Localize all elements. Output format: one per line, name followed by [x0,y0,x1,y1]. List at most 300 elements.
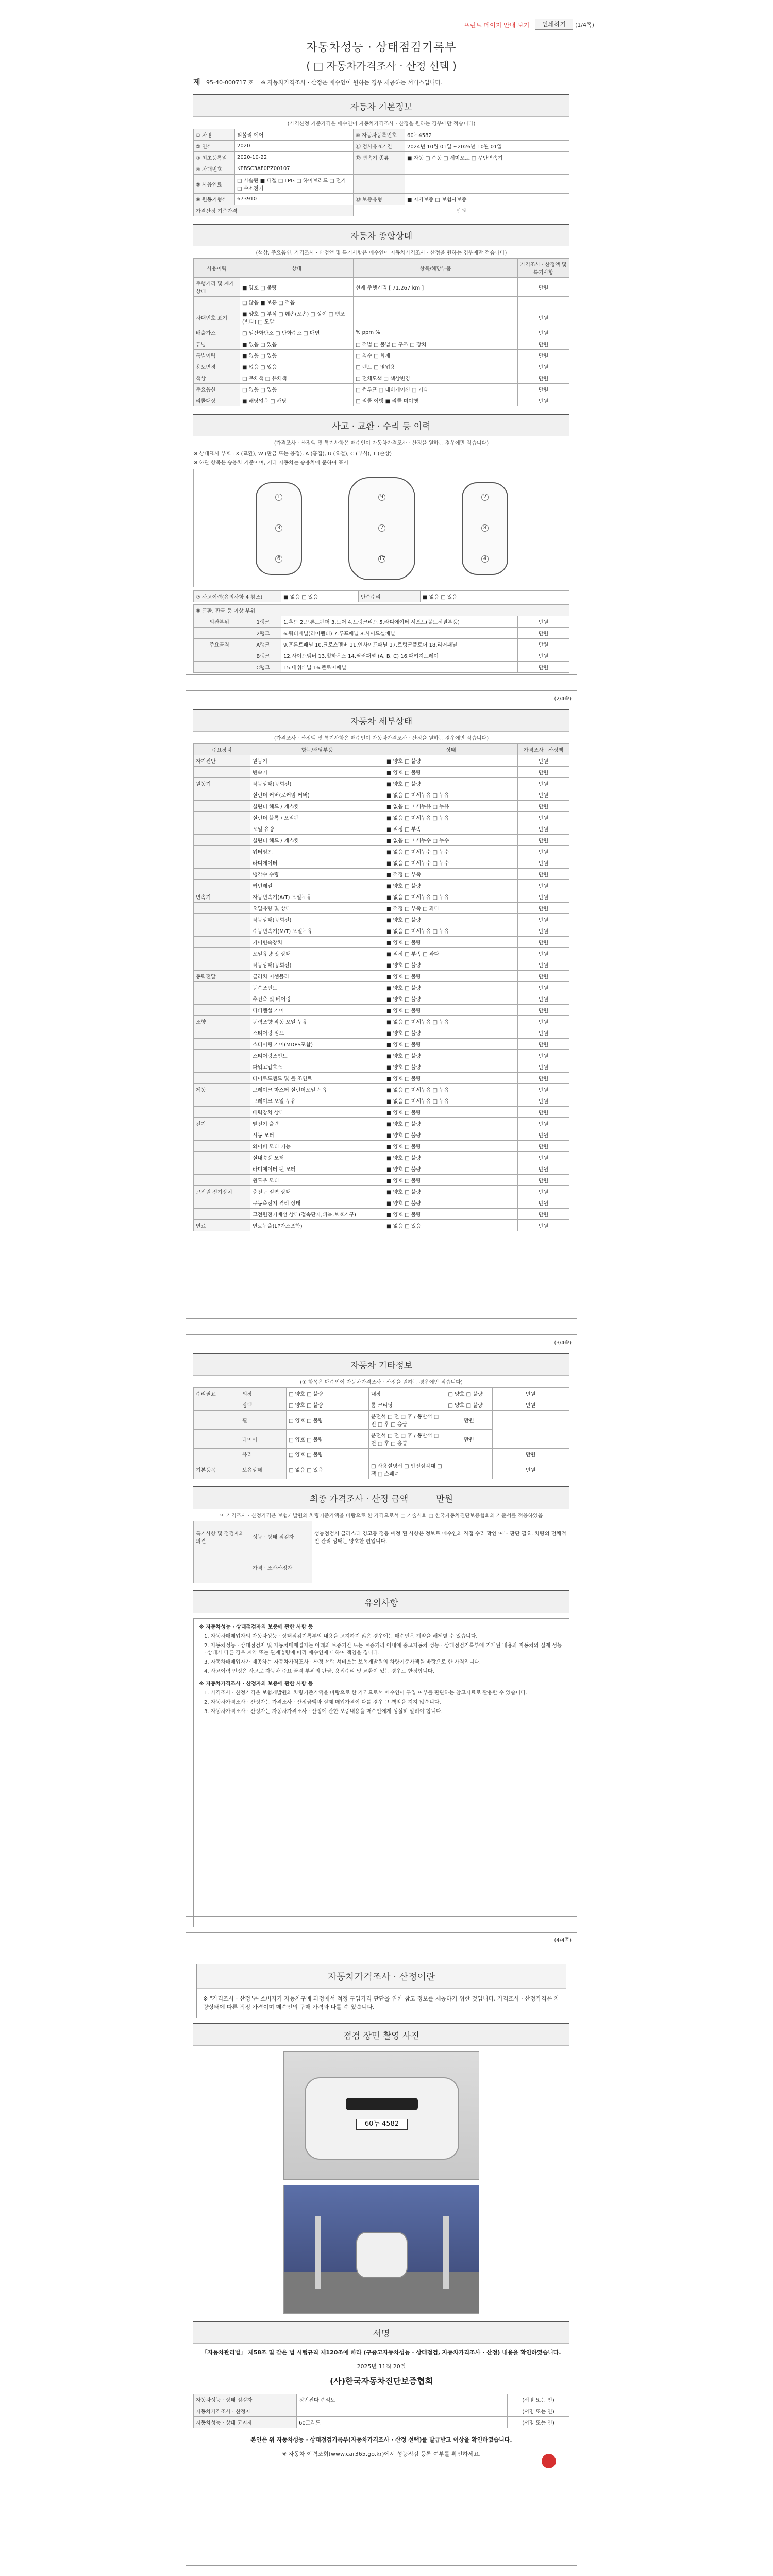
overall-status-cell [354,308,518,327]
detail-status-cell: 오일유량 및 상태 [250,948,384,959]
detail-status-row [194,1039,569,1050]
rank-cell [194,628,245,639]
other-info-cell: 운전석 □ 전 □ 후 / 동반석 □ 전 □ 후 □ 응급 [369,1430,446,1449]
rank-cell: B랭크 [245,650,281,662]
other-info-cell: □ 양호 □ 불량 [446,1399,492,1411]
overall-status-cell: □ 무채색 □ 유채색 [240,372,354,384]
detail-price-unit: 만원 [518,1163,569,1175]
accident-label: ⑦ 사고이력(유의사항 4 참조) [194,591,281,602]
issuer-company-name: (사)한국자동차진단보증협회 [329,2376,433,2386]
other-price-unit: 만원 [446,1430,492,1449]
detail-status-cell: 작동상태(공회전) [250,778,384,789]
detail-price-unit: 만원 [518,789,569,801]
detail-status-cell: 커먼레일 [250,880,384,891]
basic-info-cell [405,163,569,175]
detail-status-row [194,1186,569,1197]
notice-title-1: ※ 자동차성능 · 상태점검자의 보증에 관한 사항 등 [199,1624,313,1630]
footer-notice: ※ 자동차 이력조회(www.car365.go.kr)에서 성능점검 등록 여부를 확인하세요. [282,2451,481,2458]
other-info-cell [194,1430,240,1449]
rank-row [194,639,569,650]
doc-no: 95-40-000717 [206,79,246,86]
basic-info-cell: ⑬ 보증유형 [354,194,405,205]
overall-status-cell: 리콜대상 [194,395,240,406]
overall-status-cell: 주요옵션 [194,384,240,395]
other-info-row [194,1430,569,1449]
detail-status-cell: 오일유량 및 상태 [250,903,384,914]
basic-info-cell: 2024년 10월 01일 ~2026년 10월 01일 [405,141,569,152]
detail-status-row [194,767,569,778]
other-info-cell: □ 양호 □ 불량 [287,1430,369,1449]
overall-status-cell [194,297,240,308]
detail-status-cell [194,1163,250,1175]
detail-status-cell: 조향 [194,1016,250,1027]
detail-price-unit: 만원 [518,778,569,789]
detail-status-row [194,1061,569,1073]
overall-status-cell: 특별이력 [194,350,240,361]
lift-post-left [315,2216,321,2289]
overall-status-row [194,372,569,384]
overall-status-cell: 만원 [518,361,569,372]
signature-row [194,2394,569,2405]
basic-info-row [194,163,569,175]
detail-status-cell: ■ 양호 □ 불량 [384,1050,518,1061]
rank-row [194,650,569,662]
rank-row [194,616,569,628]
detail-status-cell: ■ 양호 □ 불량 [384,971,518,982]
detail-status-row [194,880,569,891]
detail-status-cell: 실린더 헤드 / 개스킷 [250,801,384,812]
detail-price-unit: 만원 [518,914,569,925]
detail-price-unit: 만원 [518,891,569,903]
print-notice-link[interactable]: 프린트 페이지 안내 보기 [464,22,530,29]
detail-status-cell [194,1073,250,1084]
notice-item: 4. 사고이력 인정은 사고로 자동차 주요 골격 부위의 판금, 용접수리 및 교환이 있는 경우로 한정합니다. [204,1669,434,1674]
detail-price-unit: 만원 [518,767,569,778]
detail-status-row [194,903,569,914]
notice-item: 3. 자동차매매업자가 제공하는 자동차가격조사 · 산정 선택 서비스는 보험개발원의 차량기준가액을 바탕으로 한 가격입니다. [204,1659,481,1665]
signature-cell: 자동차가격조사 · 산정자 [194,2405,297,2417]
rank-price-unit: 만원 [517,650,569,662]
overall-col-2: 항목/해당부품 [354,259,518,278]
detail-status-row [194,914,569,925]
detail-status-cell [194,903,250,914]
official-seal-stamp [542,2454,556,2468]
detail-col-2: 상태 [384,744,518,755]
detail-status-row [194,801,569,812]
basic-info-row [194,175,569,194]
overall-status-cell: 만원 [518,395,569,406]
detail-status-row [194,1129,569,1141]
detail-status-cell: 냉각수 수량 [250,869,384,880]
document-title: 자동차성능 · 상태점검기록부 [306,41,457,54]
detail-price-unit: 만원 [518,1050,569,1061]
detail-status-cell: 윈도우 모터 [250,1175,384,1186]
signature-cell: (서명 또는 인) [508,2394,569,2405]
overall-status-cell: ■ 없음 □ 있음 [240,350,354,361]
basic-info-cell: ■ 자동 □ 수동 □ 세미오토 □ 무단변속기 [405,152,569,163]
inspector-cell: 성능 · 상태 점검자 [250,1521,312,1552]
rank-cell: 외판부위 [194,616,245,628]
detail-status-row [194,1073,569,1084]
car-outline-right: 2 8 4 [462,482,508,575]
detail-status-row [194,1005,569,1016]
detail-status-cell: ■ 양호 □ 불량 [384,1107,518,1118]
detail-status-cell [194,925,250,937]
detail-col-0: 주요장치 [194,744,250,755]
other-info-cell: 보유상태 [240,1460,287,1479]
page-2-indicator: (2/4쪽) [554,696,572,702]
overall-status-cell: 만원 [518,308,569,327]
detail-price-unit: 만원 [518,1220,569,1231]
other-info-cell [369,1449,446,1460]
detail-status-cell: 기어변속장치 [250,937,384,948]
detail-status-cell: ■ 양호 □ 불량 [384,1152,518,1163]
detail-status-row [194,937,569,948]
rank-cell: A랭크 [245,639,281,650]
inspector-cell [312,1552,569,1583]
detail-status-row [194,1095,569,1107]
basic-info-cell [354,175,405,194]
rank-price-unit: 만원 [517,662,569,673]
detail-status-cell [194,767,250,778]
overall-status-cell: □ 침수 □ 화재 [354,350,518,361]
detail-status-row [194,835,569,846]
detail-status-row [194,789,569,801]
detail-status-cell: ■ 양호 □ 불량 [384,1118,518,1129]
notice-item: 2. 자동차성능 · 상태점검자 및 자동차매매업자는 아래의 보증기간 또는 보증거리 이내에 중고자동차 성능 · 상태점검기록부에 기재된 내용과 자동차의 실제 성능 · 상태가 다른 경우 계약 또는 관계법령에 따라 매수인에 대하여 책임을 집니다. [204,1643,562,1656]
notice-item: 1. 자동차매매업자의 자동차성능 · 상태점검기록부의 내용을 고지하지 않은 경우에는 매수인은 계약을 해제할 수 있습니다. [204,1634,478,1639]
notice-list-1 [199,1633,564,1675]
detail-status-cell: ■ 양호 □ 불량 [384,959,518,971]
detail-status-cell: 발전기 출력 [250,1118,384,1129]
signature-date: 2025년 11월 20일 [357,2363,406,2370]
overall-status-cell [518,297,569,308]
other-info-cell [446,1449,492,1460]
inspector-cell: 성능점검시 클러스터 경고등 점등 예정 된 사항은 정보로 매수인의 직접 수리 확인 여부 판단 필요. 차량의 전체적인 관리 상태는 양호한 편입니다. [312,1521,569,1552]
other-info-cell [194,1411,240,1430]
detail-price-unit: 만원 [518,1152,569,1163]
overall-status-note: (색상, 주요옵션, 가격조사 · 산정액 및 특기사항은 매수인이 자동차가격조사 · 산정을 원하는 경우에만 적습니다) [256,250,507,256]
detail-status-cell: 타이로드엔드 및 볼 조인트 [250,1073,384,1084]
overall-status-cell: ■ 없음 □ 있음 [240,361,354,372]
doc-note: ※ 자동차가격조사 · 산정은 매수인이 원하는 경우 제공하는 서비스입니다. [261,79,443,86]
notice-item: 3. 자동차가격조사 · 산정자는 자동차가격조사 · 산정에 관한 보증내용을 매수인에게 성실히 알려야 합니다. [204,1709,443,1715]
detail-status-cell: 실린더 커버(로커암 커버) [250,789,384,801]
detail-status-cell [194,948,250,959]
detail-price-unit: 만원 [518,971,569,982]
basic-info-row [194,152,569,163]
overall-status-row [194,278,569,297]
detail-status-cell: ■ 양호 □ 불량 [384,778,518,789]
detail-status-heading: 자동차 세부상태 [193,709,569,732]
detail-status-cell: ■ 없음 □ 있음 [384,1220,518,1231]
detail-status-cell [194,1061,250,1073]
other-info-cell: 수리필요 [194,1388,240,1399]
basic-info-cell: ① 차명 [194,129,235,141]
detail-status-cell: 변속기 [250,767,384,778]
basic-info-cell: ■ 자가보증 □ 보험사보증 [405,194,569,205]
overall-status-cell: ■ 해당없음 □ 해당 [240,395,354,406]
other-info-cell: 타이어 [240,1430,287,1449]
basic-info-cell: ⑤ 사용연료 [194,175,235,194]
detail-status-row [194,1209,569,1220]
detail-status-cell [194,1141,250,1152]
other-info-cell: 내장 [369,1388,446,1399]
rank-cell [194,650,245,662]
detail-status-cell: 자동변속기(A/T) 오일누유 [250,891,384,903]
detail-status-cell: ■ 적정 □ 부족 [384,823,518,835]
detail-status-row [194,1141,569,1152]
other-price-unit: 만원 [492,1388,569,1399]
detail-price-unit: 만원 [518,925,569,937]
detail-status-cell: 작동상태(공회전) [250,914,384,925]
detail-price-unit: 만원 [518,1095,569,1107]
other-info-cell: □ 양호 □ 불량 [287,1388,369,1399]
detail-status-cell: 파워고압호스 [250,1061,384,1073]
detail-status-cell [194,993,250,1005]
basic-info-cell: ⑩ 자동차등록번호 [354,129,405,141]
other-info-cell: 운전석 □ 전 □ 후 / 동반석 □ 전 □ 후 □ 응급 [369,1411,446,1430]
other-info-heading: 자동차 기타정보 [193,1353,569,1376]
detail-status-cell [194,1095,250,1107]
final-price-title: 최종 가격조사 · 산정 금액 [309,1494,409,1504]
detail-price-unit: 만원 [518,1016,569,1027]
overall-status-cell: □ 없음 □ 있음 [240,384,354,395]
detail-price-unit: 만원 [518,937,569,948]
detail-status-cell: ■ 양호 □ 불량 [384,880,518,891]
rank-cell: C랭크 [245,662,281,673]
other-info-cell: 룸 크리닝 [369,1399,446,1411]
detail-status-cell: 원동기 [194,778,250,789]
detail-status-cell [194,959,250,971]
overall-col-0: 사용이력 [194,259,240,278]
detail-status-cell: 실린더 블록 / 오일팬 [250,812,384,823]
overall-status-cell: 배출가스 [194,327,240,338]
detail-status-cell [194,1027,250,1039]
detail-status-cell: 배력장치 상태 [250,1107,384,1118]
price-basis-label: 가격산정 기준가격 [194,205,354,216]
overall-status-cell: □ 리콜 이행 ■ 리콜 미이행 [354,395,518,406]
detail-status-cell: ■ 양호 □ 불량 [384,1073,518,1084]
detail-price-unit: 만원 [518,1084,569,1095]
detail-status-cell: ■ 적정 □ 부족 □ 과다 [384,948,518,959]
other-price-unit: 만원 [492,1449,569,1460]
detail-status-row [194,1118,569,1129]
detail-status-cell [194,1107,250,1118]
detail-status-row [194,1175,569,1186]
detail-price-unit: 만원 [518,1209,569,1220]
other-info-cell: □ 양호 □ 불량 [287,1399,369,1411]
other-info-cell: 기본품목 [194,1460,240,1479]
overall-status-row [194,395,569,406]
detail-price-unit: 만원 [518,823,569,835]
other-info-row [194,1388,569,1399]
detail-status-cell [194,982,250,993]
detail-status-cell: 등속조인트 [250,982,384,993]
detail-status-cell: 자기진단 [194,755,250,767]
detail-status-row [194,891,569,903]
rank-price-unit: 만원 [517,616,569,628]
other-info-cell: □ 사용설명서 □ 안전삼각대 □ 잭 □ 스패너 [369,1460,446,1479]
detail-price-unit: 만원 [518,959,569,971]
detail-status-cell: ■ 양호 □ 불량 [384,1061,518,1073]
detail-status-cell: 원동기 [250,755,384,767]
other-info-cell [194,1399,240,1411]
price-explain-text: ※ "가격조사 · 산정"은 소비자가 자동차구매 과정에서 적정 구입가격 판단을 위한 참고 정보를 제공하기 위한 것입니다. 가격조사 · 산정가격은 차량상태에 따른 적정 가격이며 매수인의 구매 가격과 다를 수 있습니다. [203,1995,560,2010]
detail-price-unit: 만원 [518,812,569,823]
basic-info-cell: 2020-10-22 [235,152,354,163]
basic-info-table [193,129,569,216]
accident-history-table [193,590,569,602]
overall-status-cell: 현재 주행거리 [ 71,267 km ] [354,278,518,297]
basic-info-cell: ④ 차대번호 [194,163,235,175]
detail-status-cell: 고전원전기배선 상태(접속단자,피복,보호기구) [250,1209,384,1220]
detail-status-note: (가격조사 · 산정액 및 특기사항은 매수인이 자동차가격조사 · 산정을 원하는 경우에만 적습니다) [274,736,489,741]
detail-status-cell: 시동 모터 [250,1129,384,1141]
detail-status-cell: ■ 양호 □ 불량 [384,937,518,948]
car-damage-diagram [193,469,569,587]
other-price-unit: 만원 [446,1411,492,1430]
basic-info-cell: 673910 [235,194,354,205]
detail-status-cell: 고전원 전기장치 [194,1186,250,1197]
overall-status-cell: 만원 [518,278,569,297]
detail-status-cell [194,1197,250,1209]
overall-status-cell: 만원 [518,384,569,395]
basic-info-cell: ⑫ 변속기 종류 [354,152,405,163]
rank-cell: 1랭크 [245,616,281,628]
detail-status-row [194,1197,569,1209]
detail-status-cell: 동력조향 작동 오일 누유 [250,1016,384,1027]
detail-price-unit: 만원 [518,880,569,891]
detail-status-cell: ■ 양호 □ 불량 [384,993,518,1005]
simple-repair-label: 단순수리 [359,591,421,602]
basic-info-cell: ⑥ 원동기형식 [194,194,235,205]
document-number [193,77,569,87]
basic-info-cell: ② 연식 [194,141,235,152]
page-1 [186,31,577,675]
overall-status-cell: □ 많음 ■ 보통 □ 적음 [240,297,354,308]
accident-legend-2: ※ 하단 항목은 승용차 기준이며, 기타 자동차는 승용차에 준하여 표시 [193,460,348,466]
page-2 [186,690,577,1319]
overall-status-heading: 자동차 종합상태 [193,224,569,246]
detail-status-row [194,1027,569,1039]
detail-status-row [194,993,569,1005]
detail-status-table [193,743,569,1231]
detail-status-row [194,778,569,789]
price-basis-unit: 만원 [354,205,569,216]
overall-status-cell: 만원 [518,372,569,384]
inspector-cell: 특기사항 및 점검자의 의견 [194,1521,250,1552]
detail-status-row [194,823,569,835]
detail-status-cell [194,835,250,846]
overall-status-row [194,384,569,395]
basic-info-row [194,129,569,141]
overall-status-cell: 만원 [518,327,569,338]
other-info-cell: □ 양호 □ 불량 [446,1388,492,1399]
notice-list-2 [199,1690,564,1716]
detail-status-cell [194,812,250,823]
overall-status-cell: □ 전체도색 □ 색상변경 [354,372,518,384]
detail-status-cell [194,1129,250,1141]
detail-price-unit: 만원 [518,1005,569,1016]
signature-table [193,2394,569,2428]
basic-info-cell: 2020 [235,141,354,152]
detail-status-row [194,857,569,869]
detail-status-row [194,755,569,767]
accident-history-note: (가격조사 · 산정액 및 특기사항은 매수인이 자동차가격조사 · 산정을 원하는 경우에만 적습니다) [274,440,489,446]
inspector-cell [194,1552,250,1583]
basic-info-note: (가격산정 기준가격은 매수인이 자동차가격조사 · 산정을 원하는 경우에만 적습니다) [287,121,476,127]
other-info-cell: □ 양호 □ 불량 [287,1449,369,1460]
detail-price-unit: 만원 [518,1186,569,1197]
detail-status-cell [194,1209,250,1220]
detail-status-cell: ■ 없음 □ 미세누유 □ 누유 [384,925,518,937]
detail-col-3: 가격조사 · 산정액 [518,744,569,755]
other-info-cell: 외장 [240,1388,287,1399]
detail-status-cell: ■ 양호 □ 불량 [384,1005,518,1016]
footer-confirm: 본인은 위 자동차성능 · 상태점검기록부(자동차가격조사 · 산정 선택)를 발급받고 이상을 확인하였습니다. [250,2436,512,2443]
overall-status-cell: 주행거리 및 계기상태 [194,278,240,297]
detail-status-cell: ■ 없음 □ 미세누유 □ 누유 [384,1095,518,1107]
detail-status-row [194,1152,569,1163]
price-explain-box [196,1964,566,2018]
signature-heading: 서명 [193,2321,569,2344]
overall-status-cell: ■ 양호 □ 불량 [240,278,354,297]
other-info-note: (① 항목은 매수인이 자동차가격조사 · 산정을 원하는 경우에만 적습니다) [300,1380,463,1385]
accident-legend: ※ 상태표시 부호 : X (교환), W (판금 또는 용접), A (흠집), U (요철), C (부식), T (손상) [193,451,392,457]
detail-status-cell: 브레이크 오일 누유 [250,1095,384,1107]
detail-price-unit: 만원 [518,903,569,914]
final-price-heading [193,1486,569,1509]
accident-row [194,591,569,602]
overall-status-cell: 용도변경 [194,361,240,372]
detail-status-cell: ■ 양호 □ 불량 [384,1141,518,1152]
detail-status-cell [194,1175,250,1186]
detail-status-cell [194,789,250,801]
page-3-indicator: (3/4쪽) [554,1340,572,1346]
overall-status-cell [354,297,518,308]
signature-row [194,2405,569,2417]
rank-cell: 9.프론트패널 10.크로스멤버 11.인사이드패널 17.트렁크플로어 18.리어패널 [281,639,518,650]
detail-status-row [194,959,569,971]
photo-heading: 점검 장면 촬영 사진 [193,2023,569,2046]
license-plate: 60누 4582 [356,2119,408,2130]
detail-status-cell: 디퍼렌셜 기어 [250,1005,384,1016]
basic-info-cell: 60누4582 [405,129,569,141]
basic-info-cell: KPBSC3AF0PZ00107 [235,163,354,175]
rank-cell: 1.후드 2.프론트펜더 3.도어 4.트렁크리드 5.라디에이터 서포트(볼트체결부품) [281,616,518,628]
print-button[interactable]: 인쇄하기 [535,19,573,30]
detail-price-unit: 만원 [518,1039,569,1050]
detail-status-row [194,1084,569,1095]
rank-row [194,628,569,639]
signature-row [194,2417,569,2428]
detail-status-cell: ■ 없음 □ 미세누유 □ 누유 [384,789,518,801]
overall-status-cell: 색상 [194,372,240,384]
other-info-cell: 휠 [240,1411,287,1430]
detail-status-cell: 동력전달 [194,971,250,982]
detail-status-cell: 클러치 어셈블리 [250,971,384,982]
detail-price-unit: 만원 [518,1061,569,1073]
accident-history-heading: 사고 · 교환 · 수리 등 이력 [193,414,569,436]
detail-status-cell: ■ 없음 □ 미세누유 □ 누유 [384,891,518,903]
top-bar [0,0,773,29]
detail-status-cell: 라디에이터 팬 모터 [250,1163,384,1175]
other-info-row [194,1399,569,1411]
detail-status-cell: 변속기 [194,891,250,903]
basic-info-heading: 자동차 기본정보 [193,94,569,117]
overall-col-1: 상태 [240,259,354,278]
